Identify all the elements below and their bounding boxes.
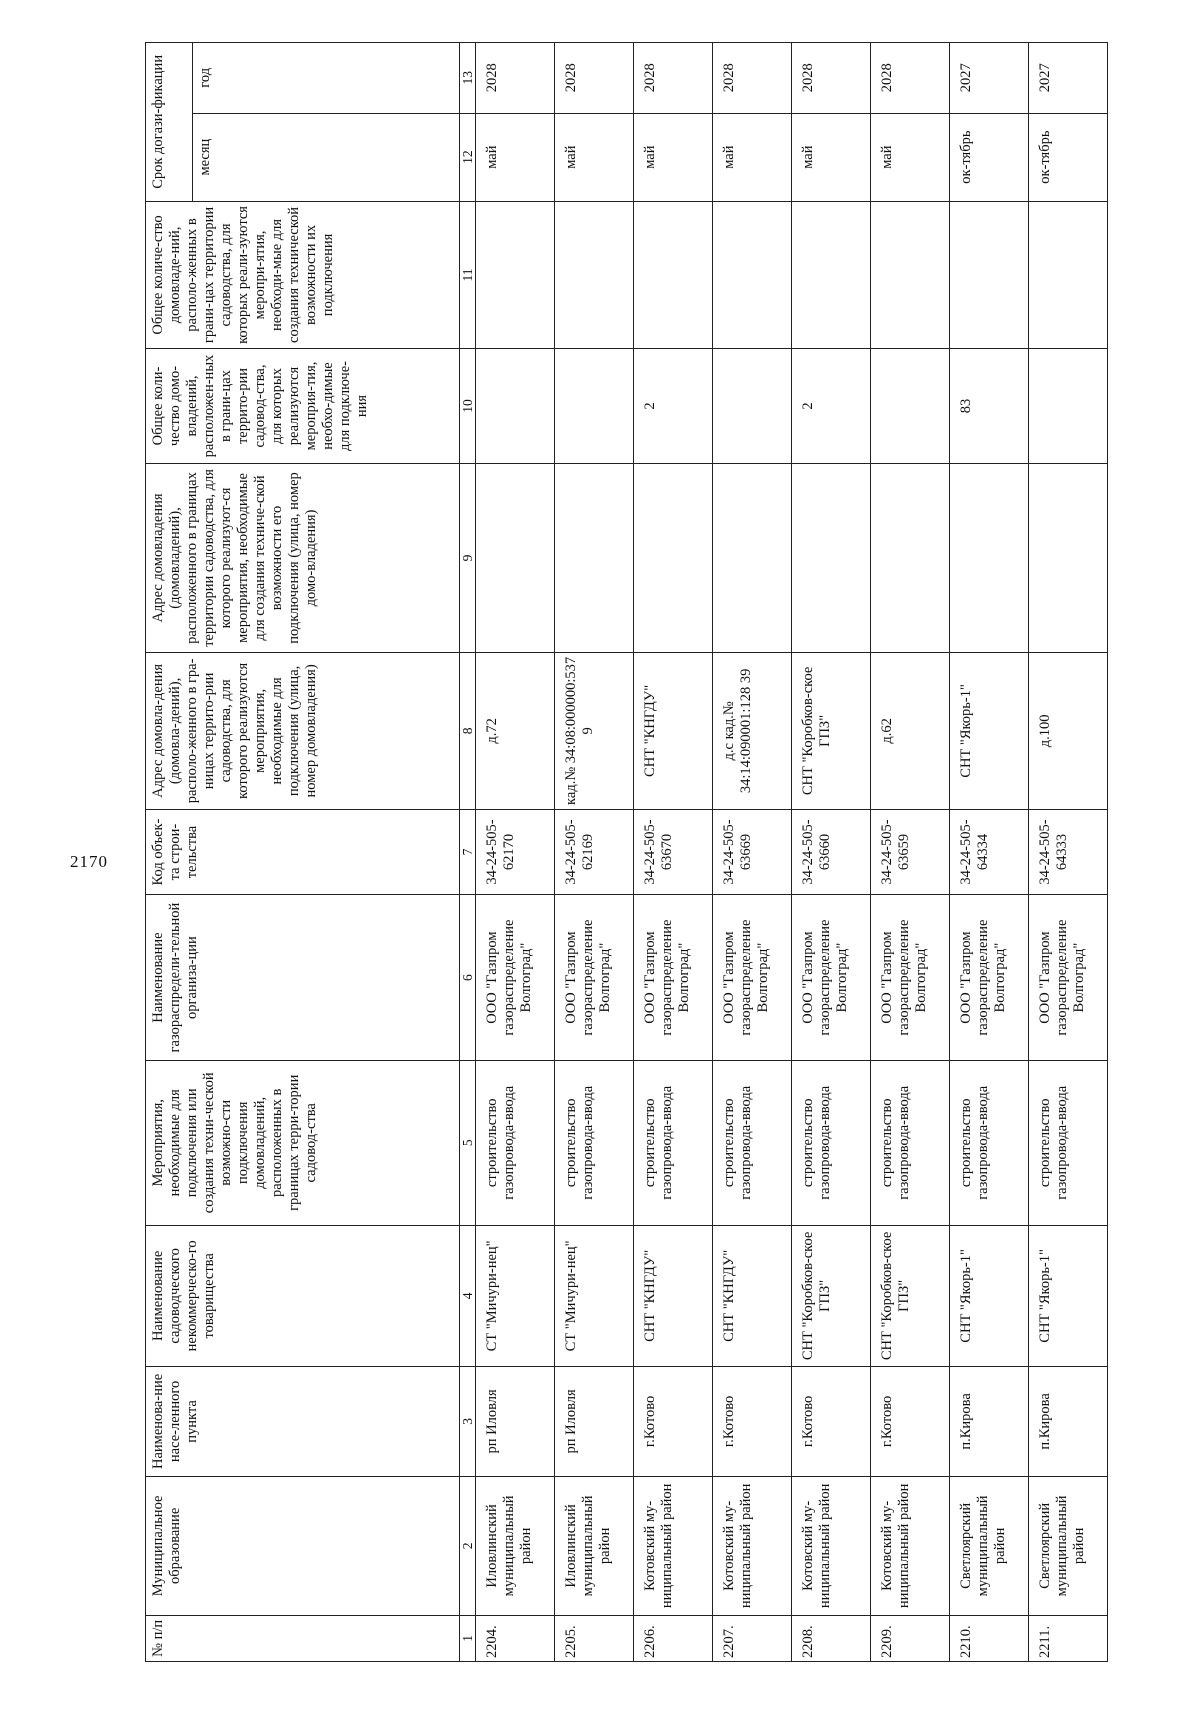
cell-municipality: Котовский му-ниципальный район: [871, 1476, 950, 1615]
cell-address-capability: [634, 463, 713, 652]
cell-year: 2028: [476, 43, 555, 114]
cell-settlement: г.Котово: [634, 1366, 713, 1476]
cell-settlement: п.Кирова: [950, 1366, 1029, 1476]
table-row: [713, 43, 792, 1662]
cell-address-connection: СНТ "Коробков-ское ГПЗ": [792, 653, 871, 809]
header-year: год: [193, 43, 460, 114]
cell-address-capability: [476, 463, 555, 652]
cell-number: 2208.: [792, 1615, 871, 1661]
gasification-table: [145, 42, 1108, 1662]
cell-count-capability: [950, 201, 1029, 349]
cell-address-connection: СНТ "Якорь-1": [950, 653, 1029, 809]
cell-address-connection: д.62: [871, 653, 950, 809]
column-number: 10: [460, 349, 476, 464]
cell-number: 2206.: [634, 1615, 713, 1661]
cell-municipality: Котовский му-ниципальный район: [792, 1476, 871, 1615]
cell-month: ок-тябрь: [1029, 113, 1108, 201]
table-row: [950, 43, 1029, 1662]
cell-address-connection: д.100: [1029, 653, 1108, 809]
cell-count-connection: [871, 349, 950, 464]
table-row: [634, 43, 713, 1662]
cell-address-capability: [792, 463, 871, 652]
cell-address-connection: СНТ "КНГДУ": [634, 653, 713, 809]
cell-measure: строительство газопровода-ввода: [634, 1060, 713, 1225]
cell-snt: СНТ "Якорь-1": [950, 1225, 1029, 1366]
header-settlement: Наименова-ние насе-ленного пункта: [146, 1366, 460, 1476]
table-row: [1029, 43, 1108, 1662]
cell-month: май: [792, 113, 871, 201]
cell-count-capability: [871, 201, 950, 349]
cell-month: май: [871, 113, 950, 201]
cell-count-connection: [476, 349, 555, 464]
column-number: 1: [460, 1615, 476, 1661]
column-number: 12: [460, 113, 476, 201]
cell-count-capability: [713, 201, 792, 349]
header-measures: Мероприятия, необходимые для подключения или создания техни-ческой возможно-сти подключения домовладений, расположенных в границах терри-тории садовод-ства: [146, 1060, 460, 1225]
cell-snt: СТ "Мичури-нец": [555, 1225, 634, 1366]
column-number-row: [460, 43, 476, 1662]
page-number: 2170: [70, 852, 108, 871]
cell-municipality: Котовский му-ниципальный район: [634, 1476, 713, 1615]
cell-number: 2204.: [476, 1615, 555, 1661]
cell-count-capability: [1029, 201, 1108, 349]
cell-settlement: рп Иловля: [555, 1366, 634, 1476]
cell-org: ООО "Газпром газораспределение Волгоград": [476, 895, 555, 1060]
cell-settlement: г.Котово: [871, 1366, 950, 1476]
header-count-connection: Общее коли-чество домо-владений, расположен-ных в грани-цах террито-рии садовод-ства, для которых реализуются мероприя-тия, необхо-димые для подключе-ния: [146, 349, 460, 464]
cell-year: 2028: [792, 43, 871, 114]
cell-org: ООО "Газпром газораспределение Волгоград": [713, 895, 792, 1060]
table-row: [476, 43, 555, 1662]
header-month: месяц: [193, 113, 460, 201]
cell-count-capability: [555, 201, 634, 349]
cell-count-connection: 83: [950, 349, 1029, 464]
cell-month: май: [713, 113, 792, 201]
cell-address-capability: [871, 463, 950, 652]
cell-municipality: Котовский му-ниципальный район: [713, 1476, 792, 1615]
cell-count-connection: 2: [634, 349, 713, 464]
cell-address-capability: [713, 463, 792, 652]
cell-measure: строительство газопровода-ввода: [1029, 1060, 1108, 1225]
cell-code: 34-24-505-62170: [476, 809, 555, 895]
cell-address-connection: д.72: [476, 653, 555, 809]
cell-code: 34-24-505-64333: [1029, 809, 1108, 895]
cell-month: май: [476, 113, 555, 201]
cell-measure: строительство газопровода-ввода: [871, 1060, 950, 1225]
cell-org: ООО "Газпром газораспределение Волгоград": [950, 895, 1029, 1060]
cell-settlement: г.Котово: [713, 1366, 792, 1476]
cell-measure: строительство газопровода-ввода: [950, 1060, 1029, 1225]
cell-measure: строительство газопровода-ввода: [476, 1060, 555, 1225]
cell-count-connection: [555, 349, 634, 464]
rotated-table-wrapper: [145, 42, 1185, 1662]
cell-snt: СНТ "Якорь-1": [1029, 1225, 1108, 1366]
cell-snt: СНТ "Коробков-ское ГПЗ": [871, 1225, 950, 1366]
table-row: [555, 43, 634, 1662]
cell-code: 34-24-505-63670: [634, 809, 713, 895]
cell-month: май: [634, 113, 713, 201]
cell-settlement: г.Котово: [792, 1366, 871, 1476]
header-row: [146, 43, 193, 1662]
header-snt: Наименование садоводческого некоммерческо-го товарищества: [146, 1225, 460, 1366]
cell-code: 34-24-505-63669: [713, 809, 792, 895]
cell-org: ООО "Газпром газораспределение Волгоград": [792, 895, 871, 1060]
cell-snt: СТ "Мичури-нец": [476, 1225, 555, 1366]
cell-municipality: Иловлинский муниципальный район: [555, 1476, 634, 1615]
header-address-capability: Адрес домовладения (домовладений), расположенного в границах территории садоводства, для которого реализуют-ся мероприятия, необходимые для создания техниче-ской возможности его подключения (улица, номер домо-владения): [146, 463, 460, 652]
header-code: Код объек-та строи-тельства: [146, 809, 460, 895]
cell-address-capability: [950, 463, 1029, 652]
cell-settlement: п.Кирова: [1029, 1366, 1108, 1476]
cell-snt: СНТ "КНГДУ": [634, 1225, 713, 1366]
cell-org: ООО "Газпром газораспределение Волгоград": [871, 895, 950, 1060]
column-number: 3: [460, 1366, 476, 1476]
cell-code: 34-24-505-64334: [950, 809, 1029, 895]
header-deadline: Срок догази-фикации: [146, 43, 193, 202]
header-org: Наименование газораспредели-тельной организа-ции: [146, 895, 460, 1060]
cell-year: 2027: [950, 43, 1029, 114]
column-number: 9: [460, 463, 476, 652]
column-number: 7: [460, 809, 476, 895]
cell-address-capability: [555, 463, 634, 652]
cell-code: 34-24-505-63659: [871, 809, 950, 895]
table-row: [792, 43, 871, 1662]
cell-number: 2209.: [871, 1615, 950, 1661]
cell-org: ООО "Газпром газораспределение Волгоград": [555, 895, 634, 1060]
cell-year: 2028: [555, 43, 634, 114]
cell-code: 34-24-505-62169: [555, 809, 634, 895]
header-num: № п/п: [146, 1615, 460, 1661]
header-municipality: Муниципальное образование: [146, 1476, 460, 1615]
cell-count-connection: [713, 349, 792, 464]
column-number: 6: [460, 895, 476, 1060]
cell-settlement: рп Иловля: [476, 1366, 555, 1476]
column-number: 8: [460, 653, 476, 809]
cell-number: 2205.: [555, 1615, 634, 1661]
header-count-capability: Общее количе-ство домовладе-ний, располо-женных в грани-цах территории садоводства, для которых реали-зуются меропри-ятия, необходи-мые для создания технической возможности их подключения: [146, 201, 460, 349]
cell-municipality: Светлоярский муниципальный район: [1029, 1476, 1108, 1615]
column-number: 13: [460, 43, 476, 114]
column-number: 11: [460, 201, 476, 349]
column-number: 4: [460, 1225, 476, 1366]
table-row: [871, 43, 950, 1662]
cell-code: 34-24-505-63660: [792, 809, 871, 895]
cell-municipality: Светлоярский муниципальный район: [950, 1476, 1029, 1615]
cell-snt: СНТ "КНГДУ": [713, 1225, 792, 1366]
cell-org: ООО "Газпром газораспределение Волгоград": [1029, 895, 1108, 1060]
cell-measure: строительство газопровода-ввода: [713, 1060, 792, 1225]
cell-year: 2027: [1029, 43, 1108, 114]
cell-measure: строительство газопровода-ввода: [555, 1060, 634, 1225]
cell-number: 2207.: [713, 1615, 792, 1661]
cell-year: 2028: [713, 43, 792, 114]
cell-count-connection: [1029, 349, 1108, 464]
cell-address-connection: д.с кад.№ 34:14:090001:128 39: [713, 653, 792, 809]
cell-month: ок-тябрь: [950, 113, 1029, 201]
cell-measure: строительство газопровода-ввода: [792, 1060, 871, 1225]
cell-number: 2210.: [950, 1615, 1029, 1661]
cell-number: 2211.: [1029, 1615, 1108, 1661]
cell-org: ООО "Газпром газораспределение Волгоград": [634, 895, 713, 1060]
cell-year: 2028: [871, 43, 950, 114]
cell-snt: СНТ "Коробков-ское ГПЗ": [792, 1225, 871, 1366]
header-address-connection: Адрес домовла-дения (домовла-дений), располо-женного в гра-ницах террито-рии садоводства, для которого реализуются мероприятия, необходимые для подключения (улица, номер домовладения): [146, 653, 460, 809]
cell-count-connection: 2: [792, 349, 871, 464]
cell-count-capability: [476, 201, 555, 349]
cell-month: май: [555, 113, 634, 201]
cell-municipality: Иловлинский муниципальный район: [476, 1476, 555, 1615]
column-number: 5: [460, 1060, 476, 1225]
cell-address-capability: [1029, 463, 1108, 652]
cell-address-connection: кад.№ 34:08:000000:537 9: [555, 653, 634, 809]
column-number: 2: [460, 1476, 476, 1615]
cell-count-capability: [792, 201, 871, 349]
cell-year: 2028: [634, 43, 713, 114]
cell-count-capability: [634, 201, 713, 349]
